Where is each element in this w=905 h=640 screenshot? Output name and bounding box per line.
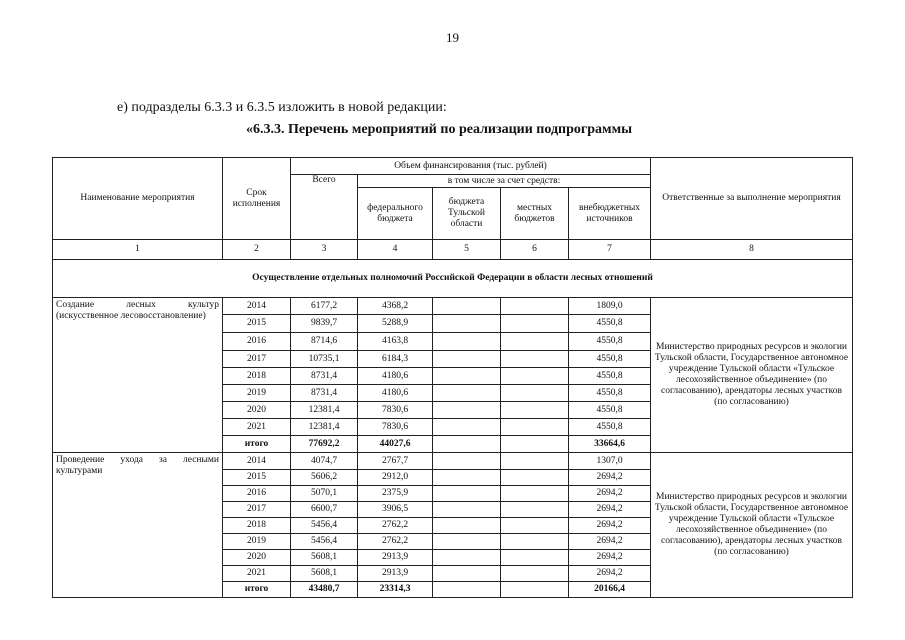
federal-cell: 6184,3 bbox=[358, 351, 433, 368]
column-number: 6 bbox=[501, 240, 569, 260]
regional-cell bbox=[433, 502, 501, 518]
local-cell bbox=[501, 333, 569, 351]
federal-cell: 4368,2 bbox=[358, 298, 433, 315]
year-cell: 2019 bbox=[223, 385, 291, 402]
extrabudget-cell: 2694,2 bbox=[569, 486, 651, 502]
header-regional: бюджета Тульской области bbox=[433, 188, 501, 240]
year-cell: 2015 bbox=[223, 470, 291, 486]
year-cell: итого bbox=[223, 436, 291, 453]
local-cell bbox=[501, 385, 569, 402]
local-cell bbox=[501, 402, 569, 419]
total-cell: 12381,4 bbox=[291, 402, 358, 419]
federal-cell: 3906,5 bbox=[358, 502, 433, 518]
year-cell: 2017 bbox=[223, 502, 291, 518]
federal-cell: 2375,9 bbox=[358, 486, 433, 502]
regional-cell bbox=[433, 368, 501, 385]
regional-cell bbox=[433, 298, 501, 315]
total-cell: 43480,7 bbox=[291, 582, 358, 598]
header-extrabudget: внебюджетных источников bbox=[569, 188, 651, 240]
total-cell: 8731,4 bbox=[291, 385, 358, 402]
year-cell: 2021 bbox=[223, 419, 291, 436]
regional-cell bbox=[433, 566, 501, 582]
federal-cell: 2913,9 bbox=[358, 550, 433, 566]
activity-name: Проведение ухода за лесными культурами bbox=[53, 453, 223, 598]
extrabudget-cell: 1307,0 bbox=[569, 453, 651, 470]
regional-cell bbox=[433, 518, 501, 534]
intro-text: е) подразделы 6.3.3 и 6.3.5 изложить в новой редакции: bbox=[117, 100, 447, 115]
local-cell bbox=[501, 470, 569, 486]
federal-cell: 2762,2 bbox=[358, 534, 433, 550]
year-cell: 2017 bbox=[223, 351, 291, 368]
extrabudget-cell: 4550,8 bbox=[569, 351, 651, 368]
total-cell: 5608,1 bbox=[291, 566, 358, 582]
responsible-cell: Министерство природных ресурсов и экологии Тульской области, Государственное автономное учреждение Тульской области «Тульское лесохозяйственное объединение» (по согласованию), арендаторы лесных участков (по согласованию) bbox=[651, 453, 853, 598]
header-including: в том числе за счет средств: bbox=[358, 175, 651, 188]
column-number-row bbox=[53, 240, 853, 260]
header-federal: федерального бюджета bbox=[358, 188, 433, 240]
year-cell: 2020 bbox=[223, 402, 291, 419]
total-cell: 6600,7 bbox=[291, 502, 358, 518]
federal-cell: 2767,7 bbox=[358, 453, 433, 470]
local-cell bbox=[501, 502, 569, 518]
year-cell: 2019 bbox=[223, 534, 291, 550]
regional-cell bbox=[433, 402, 501, 419]
regional-cell bbox=[433, 436, 501, 453]
federal-cell: 2762,2 bbox=[358, 518, 433, 534]
total-cell: 8731,4 bbox=[291, 368, 358, 385]
extrabudget-cell: 4550,8 bbox=[569, 315, 651, 333]
page-number: 19 bbox=[446, 30, 459, 45]
local-cell bbox=[501, 582, 569, 598]
total-cell: 5070,1 bbox=[291, 486, 358, 502]
year-cell: 2021 bbox=[223, 566, 291, 582]
total-cell: 10735,1 bbox=[291, 351, 358, 368]
local-cell bbox=[501, 315, 569, 333]
regional-cell bbox=[433, 582, 501, 598]
local-cell bbox=[501, 419, 569, 436]
total-cell: 5608,1 bbox=[291, 550, 358, 566]
total-cell: 4074,7 bbox=[291, 453, 358, 470]
total-cell: 6177,2 bbox=[291, 298, 358, 315]
year-cell: 2018 bbox=[223, 368, 291, 385]
total-cell: 8714,6 bbox=[291, 333, 358, 351]
federal-cell: 2912,0 bbox=[358, 470, 433, 486]
table-row bbox=[53, 453, 853, 470]
total-cell: 5456,4 bbox=[291, 534, 358, 550]
federal-cell: 7830,6 bbox=[358, 402, 433, 419]
federal-cell: 4180,6 bbox=[358, 385, 433, 402]
extrabudget-cell: 20166,4 bbox=[569, 582, 651, 598]
total-cell: 5606,2 bbox=[291, 470, 358, 486]
year-cell: 2015 bbox=[223, 315, 291, 333]
regional-cell bbox=[433, 550, 501, 566]
column-number: 8 bbox=[651, 240, 853, 260]
extrabudget-cell: 2694,2 bbox=[569, 470, 651, 486]
local-cell bbox=[501, 298, 569, 315]
header-name: Наименование мероприятия bbox=[53, 158, 223, 240]
local-cell bbox=[501, 550, 569, 566]
extrabudget-cell: 1809,0 bbox=[569, 298, 651, 315]
federal-cell: 4180,6 bbox=[358, 368, 433, 385]
header-local: местных бюджетов bbox=[501, 188, 569, 240]
column-number: 2 bbox=[223, 240, 291, 260]
local-cell bbox=[501, 486, 569, 502]
local-cell bbox=[501, 453, 569, 470]
extrabudget-cell: 4550,8 bbox=[569, 333, 651, 351]
federal-cell: 7830,6 bbox=[358, 419, 433, 436]
year-cell: 2016 bbox=[223, 333, 291, 351]
total-cell: 9839,7 bbox=[291, 315, 358, 333]
column-number: 5 bbox=[433, 240, 501, 260]
extrabudget-cell: 2694,2 bbox=[569, 502, 651, 518]
total-cell: 77692,2 bbox=[291, 436, 358, 453]
header-term: Срок исполнения bbox=[223, 158, 291, 240]
local-cell bbox=[501, 534, 569, 550]
regional-cell bbox=[433, 315, 501, 333]
header-total: Всего bbox=[291, 175, 358, 240]
local-cell bbox=[501, 566, 569, 582]
regional-cell bbox=[433, 470, 501, 486]
regional-cell bbox=[433, 351, 501, 368]
federal-cell: 5288,9 bbox=[358, 315, 433, 333]
year-cell: 2014 bbox=[223, 453, 291, 470]
extrabudget-cell: 4550,8 bbox=[569, 385, 651, 402]
activities-table bbox=[52, 157, 853, 598]
section-heading: «6.3.3. Перечень мероприятий по реализации подпрограммы bbox=[246, 122, 633, 137]
regional-cell bbox=[433, 534, 501, 550]
local-cell bbox=[501, 368, 569, 385]
extrabudget-cell: 2694,2 bbox=[569, 518, 651, 534]
federal-cell: 4163,8 bbox=[358, 333, 433, 351]
local-cell bbox=[501, 518, 569, 534]
year-cell: 2018 bbox=[223, 518, 291, 534]
extrabudget-cell: 33664,6 bbox=[569, 436, 651, 453]
local-cell bbox=[501, 436, 569, 453]
column-number: 7 bbox=[569, 240, 651, 260]
activity-name: Создание лесных культур (искусственное лесовосстановление) bbox=[53, 298, 223, 453]
extrabudget-cell: 4550,8 bbox=[569, 368, 651, 385]
regional-cell bbox=[433, 486, 501, 502]
total-cell: 12381,4 bbox=[291, 419, 358, 436]
federal-cell: 44027,6 bbox=[358, 436, 433, 453]
federal-cell: 23314,3 bbox=[358, 582, 433, 598]
local-cell bbox=[501, 351, 569, 368]
extrabudget-cell: 4550,8 bbox=[569, 402, 651, 419]
year-cell: 2016 bbox=[223, 486, 291, 502]
extrabudget-cell: 4550,8 bbox=[569, 419, 651, 436]
regional-cell bbox=[433, 453, 501, 470]
responsible-cell: Министерство природных ресурсов и экологии Тульской области, Государственное автономное учреждение Тульской области «Тульское лесохозяйственное объединение» (по согласованию), арендаторы лесных участков (по согласованию) bbox=[651, 298, 853, 453]
header-responsible: Ответственные за выполнение мероприятия bbox=[651, 158, 853, 240]
regional-cell bbox=[433, 333, 501, 351]
extrabudget-cell: 2694,2 bbox=[569, 566, 651, 582]
table-row bbox=[53, 298, 853, 315]
year-cell: 2014 bbox=[223, 298, 291, 315]
year-cell: 2020 bbox=[223, 550, 291, 566]
total-cell: 5456,4 bbox=[291, 518, 358, 534]
section-title: Осуществление отдельных полномочий Российской Федерации в области лесных отношений bbox=[53, 260, 853, 298]
extrabudget-cell: 2694,2 bbox=[569, 534, 651, 550]
column-number: 3 bbox=[291, 240, 358, 260]
header-funding: Объем финансирования (тыс. рублей) bbox=[291, 158, 651, 175]
year-cell: итого bbox=[223, 582, 291, 598]
column-number: 1 bbox=[53, 240, 223, 260]
extrabudget-cell: 2694,2 bbox=[569, 550, 651, 566]
regional-cell bbox=[433, 385, 501, 402]
regional-cell bbox=[433, 419, 501, 436]
federal-cell: 2913,9 bbox=[358, 566, 433, 582]
column-number: 4 bbox=[358, 240, 433, 260]
